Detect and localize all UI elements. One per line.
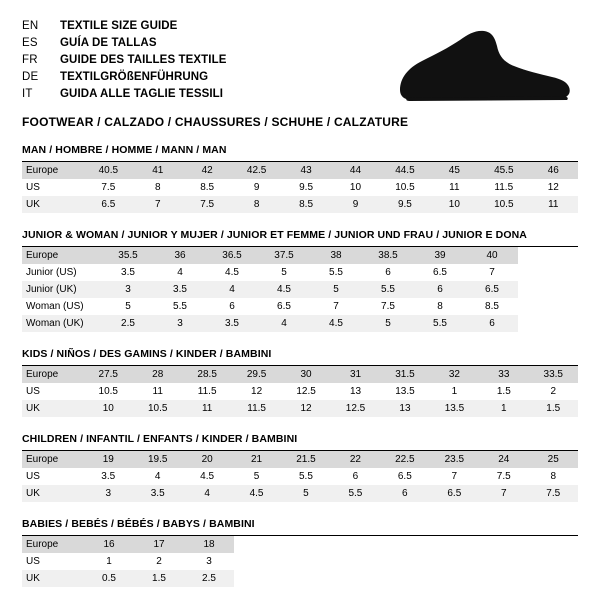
size-cell: 33.5 (529, 366, 579, 383)
size-cell: 7.5 (528, 485, 578, 502)
table-row (22, 179, 578, 196)
table-row (22, 162, 578, 179)
size-cell: 1 (479, 400, 528, 417)
row-label: Europe (22, 247, 102, 264)
size-cell: 45 (430, 162, 479, 179)
size-cell: 19 (84, 451, 133, 468)
size-cell: 2 (156, 556, 162, 567)
size-cell: 10 (430, 196, 479, 213)
size-cell: 9 (253, 182, 260, 193)
table-row (22, 366, 578, 383)
size-cell: 13.5 (395, 386, 415, 397)
size-cell: 6.5 (397, 471, 412, 482)
language-code: IT (22, 88, 33, 100)
size-cell: 21 (232, 451, 281, 468)
size-cell: 38 (310, 247, 362, 264)
size-cell: 1 (106, 556, 112, 567)
row-label: UK (22, 400, 84, 417)
size-cell: 11 (182, 400, 231, 417)
row-label: Europe (22, 536, 84, 553)
size-cell: 5 (362, 315, 414, 332)
size-cell: 21.5 (281, 451, 330, 468)
size-cell: 6 (466, 315, 518, 332)
size-cell: 17 (134, 536, 184, 553)
row-label: Europe (22, 162, 84, 179)
size-cell: 43 (281, 162, 330, 179)
size-cell: 5.5 (362, 281, 414, 298)
section-title: BABIES / BEBÉS / BÉBÉS / BABYS / BAMBINI (22, 518, 578, 536)
size-cell: 13 (380, 400, 429, 417)
size-cell: 6.5 (84, 196, 134, 213)
table-row (22, 298, 518, 315)
row-label: Europe (22, 366, 84, 383)
section-title: JUNIOR & WOMAN / JUNIOR Y MUJER / JUNIOR ET FEMME / JUNIOR UND FRAU / JUNIOR E DONA (22, 229, 578, 247)
size-cell: 1.5 (496, 386, 511, 397)
size-cell: 10.5 (133, 400, 182, 417)
size-cell: 5.5 (329, 267, 343, 278)
dress-shoe-icon (364, 28, 574, 110)
size-cell: 25 (528, 451, 578, 468)
section-title: CHILDREN / INFANTIL / ENFANTS / KINDER / BAMBINI (22, 433, 578, 451)
size-cell: 3.5 (154, 281, 206, 298)
size-cell: 2 (550, 386, 557, 397)
size-cell: 4.5 (225, 267, 239, 278)
size-cell: 11 (529, 196, 578, 213)
size-cell: 23.5 (430, 451, 479, 468)
size-cell: 5 (125, 301, 131, 312)
size-cell: 3.5 (133, 485, 182, 502)
size-cell: 35.5 (102, 247, 154, 264)
size-cell: 42 (182, 162, 231, 179)
size-cell: 41 (133, 162, 182, 179)
language-code: FR (22, 54, 38, 66)
size-cell: 11.5 (494, 182, 514, 193)
size-cell: 6 (352, 471, 359, 482)
size-cell: 4 (154, 471, 161, 482)
language-title: GUIDA ALLE TAGLIE TESSILI (60, 88, 224, 100)
size-cell: 7.5 (381, 301, 395, 312)
section-title: KIDS / NIÑOS / DES GAMINS / KINDER / BAMBINI (22, 348, 578, 366)
size-cell: 13 (349, 386, 362, 397)
size-cell: 7 (333, 301, 339, 312)
size-cell: 28.5 (182, 366, 231, 383)
size-cell: 37.5 (258, 247, 310, 264)
size-cell: 11 (449, 182, 460, 193)
size-cell: 8 (437, 301, 443, 312)
row-label: Junior (US) (26, 267, 77, 278)
size-cell: 33 (479, 366, 528, 383)
row-label: Europe (22, 451, 84, 468)
size-cell: 10 (84, 400, 133, 417)
size-cell: 5 (310, 281, 362, 298)
size-cell: 36 (154, 247, 206, 264)
size-cell: 8 (232, 196, 282, 213)
row-label: Woman (UK) (22, 315, 102, 332)
size-cell: 12 (251, 386, 263, 397)
size-table (22, 162, 578, 213)
size-cell: 27.5 (84, 366, 133, 383)
language-code: ES (22, 37, 38, 49)
language-row (22, 35, 227, 52)
language-code: EN (22, 20, 39, 32)
size-cell: 7.5 (496, 471, 511, 482)
size-cell: 6 (229, 301, 235, 312)
size-cell: 39 (414, 247, 466, 264)
size-cell: 5.5 (299, 471, 313, 482)
size-cell: 5 (281, 267, 287, 278)
footwear-category-line: FOOTWEAR / CALZADO / CHAUSSURES / SCHUHE / CALZATURE (22, 115, 409, 129)
size-cell: 22.5 (380, 451, 429, 468)
size-cell: 0.5 (84, 570, 134, 587)
language-code: DE (22, 71, 39, 83)
size-cell: 7.5 (182, 196, 231, 213)
language-title: TEXTILGRÖßENFÜHRUNG (60, 71, 209, 83)
size-section (22, 433, 578, 502)
size-cell: 5.5 (173, 301, 187, 312)
size-cell: 28 (133, 366, 182, 383)
size-cell: 11.5 (232, 400, 281, 417)
size-cell: 10.5 (479, 196, 529, 213)
size-cell: 36.5 (206, 247, 258, 264)
size-cell: 6.5 (433, 267, 447, 278)
size-section (22, 229, 578, 332)
size-cell: 3 (154, 315, 206, 332)
size-cell: 4.5 (310, 315, 362, 332)
language-title: GUIDE DES TAILLES TEXTILE (60, 54, 227, 66)
size-cell: 19.5 (133, 451, 182, 468)
size-cell: 5 (281, 485, 330, 502)
table-row (22, 400, 578, 417)
size-cell: 12.5 (331, 400, 380, 417)
size-cell: 11 (152, 386, 163, 397)
size-cell: 30 (281, 366, 330, 383)
table-row (22, 536, 234, 553)
size-cell: 16 (84, 536, 134, 553)
language-title-list (22, 18, 227, 103)
size-cell: 3 (102, 281, 154, 298)
size-cell: 4 (206, 281, 258, 298)
size-cell: 3.5 (101, 471, 116, 482)
size-sections (22, 144, 578, 587)
size-cell: 10 (349, 182, 362, 193)
size-cell: 6.5 (277, 301, 291, 312)
size-cell: 22 (331, 451, 380, 468)
row-label: US (26, 182, 40, 193)
table-row (22, 196, 578, 213)
table-row (22, 383, 578, 400)
size-cell: 8.5 (200, 182, 215, 193)
size-cell: 6 (385, 267, 391, 278)
language-row (22, 52, 227, 69)
size-cell: 31.5 (380, 366, 429, 383)
row-label: Junior (UK) (22, 281, 102, 298)
size-cell: 9.5 (299, 182, 314, 193)
row-label: US (26, 556, 40, 567)
language-title: GUÍA DE TALLAS (60, 37, 157, 49)
size-cell: 8.5 (281, 196, 330, 213)
size-cell: 8.5 (485, 301, 499, 312)
row-label: US (26, 471, 40, 482)
table-row (22, 315, 518, 332)
size-cell: 46 (529, 162, 578, 179)
size-cell: 45.5 (479, 162, 529, 179)
size-section (22, 144, 578, 213)
size-table (22, 366, 578, 417)
size-cell: 3 (206, 556, 212, 567)
size-cell: 10.5 (395, 182, 415, 193)
size-cell: 20 (182, 451, 231, 468)
row-label: UK (22, 196, 84, 213)
size-cell: 4 (177, 267, 183, 278)
size-cell: 8 (154, 182, 161, 193)
size-cell: 3.5 (121, 267, 135, 278)
size-table (22, 247, 518, 332)
size-cell: 4.5 (200, 471, 215, 482)
size-cell: 7.5 (101, 182, 116, 193)
size-cell: 8 (550, 471, 556, 482)
size-cell: 6.5 (466, 281, 518, 298)
size-cell: 7 (133, 196, 182, 213)
table-row (22, 451, 578, 468)
table-row (22, 247, 518, 264)
size-cell: 4 (182, 485, 231, 502)
size-cell: 6 (380, 485, 429, 502)
size-cell: 6.5 (430, 485, 479, 502)
size-cell: 38.5 (362, 247, 414, 264)
size-section (22, 518, 578, 587)
row-label: US (26, 386, 40, 397)
size-cell: 24 (479, 451, 528, 468)
table-row (22, 264, 518, 281)
size-cell: 9 (331, 196, 380, 213)
size-cell: 5 (253, 471, 260, 482)
size-cell: 32 (430, 366, 479, 383)
size-cell: 7 (489, 267, 495, 278)
size-cell: 1 (451, 386, 458, 397)
size-cell: 18 (184, 536, 234, 553)
size-cell: 4.5 (258, 281, 310, 298)
size-cell: 13.5 (430, 400, 479, 417)
table-row (22, 485, 578, 502)
size-cell: 6 (414, 281, 466, 298)
table-row (22, 468, 578, 485)
size-cell: 9.5 (380, 196, 430, 213)
size-cell: 5.5 (414, 315, 466, 332)
size-cell: 40 (466, 247, 518, 264)
size-cell: 12 (547, 182, 559, 193)
size-cell: 12.5 (296, 386, 316, 397)
size-cell: 4 (258, 315, 310, 332)
size-cell: 1.5 (134, 570, 184, 587)
row-label: Woman (US) (26, 301, 84, 312)
size-table (22, 536, 234, 587)
section-title: MAN / HOMBRE / HOMME / MANN / MAN (22, 144, 578, 162)
size-cell: 2.5 (102, 315, 154, 332)
table-row (22, 570, 234, 587)
table-row (22, 553, 234, 570)
row-label: UK (22, 570, 84, 587)
document-header (22, 18, 578, 128)
size-section (22, 348, 578, 417)
size-cell: 40.5 (84, 162, 134, 179)
size-cell: 2.5 (184, 570, 234, 587)
size-cell: 42.5 (232, 162, 282, 179)
size-cell: 1.5 (529, 400, 579, 417)
size-cell: 12 (281, 400, 330, 417)
size-table (22, 451, 578, 502)
size-cell: 29.5 (232, 366, 281, 383)
size-cell: 44 (331, 162, 380, 179)
size-cell: 7 (479, 485, 528, 502)
language-row (22, 86, 227, 103)
size-cell: 3.5 (206, 315, 258, 332)
size-cell: 5.5 (331, 485, 380, 502)
language-row (22, 18, 227, 35)
size-cell: 4.5 (232, 485, 281, 502)
size-cell: 10.5 (98, 386, 118, 397)
size-cell: 31 (331, 366, 380, 383)
language-title: TEXTILE SIZE GUIDE (60, 20, 178, 32)
table-row (22, 281, 518, 298)
size-cell: 7 (451, 471, 458, 482)
language-row (22, 69, 227, 86)
size-cell: 44.5 (380, 162, 430, 179)
size-cell: 3 (84, 485, 133, 502)
size-cell: 11.5 (197, 386, 217, 397)
row-label: UK (22, 485, 84, 502)
